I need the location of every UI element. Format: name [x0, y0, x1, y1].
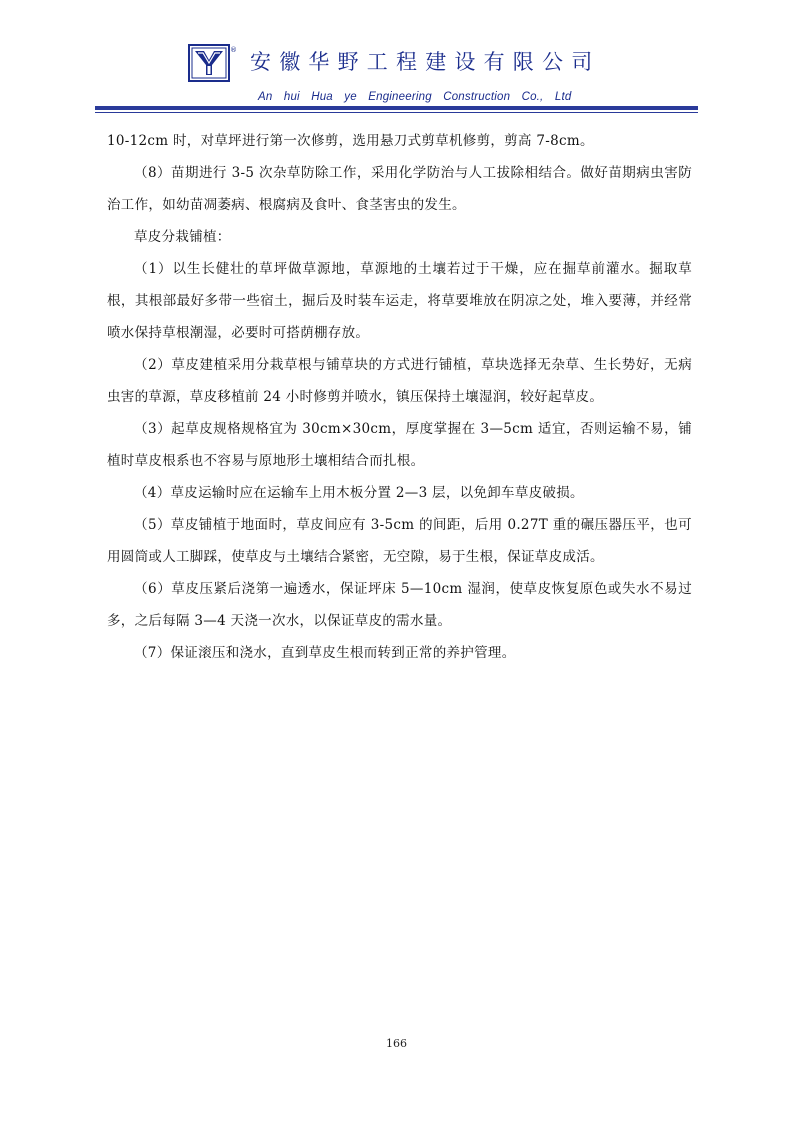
paragraph: （1）以生长健壮的草坪做草源地，草源地的土壤若过于干燥，应在掘草前灌水。掘取草根，其根部最好多带一些宿土，掘后及时装车运走，将草要堆放在阴凉之处，堆入要薄，并经常喷水保持草根潮湿，必要时可搭荫棚存放。	[107, 261, 692, 341]
paragraph: 10-12cm 时，对草坪进行第一次修剪，选用悬刀式剪草机修剪，剪高 7-8cm。	[107, 133, 594, 149]
paragraph: （8）苗期进行 3-5 次杂草防除工作，采用化学防治与人工拔除相结合。做好苗期病虫害防治工作，如幼苗凋萎病、根腐病及食叶、食茎害虫的发生。	[107, 165, 692, 213]
huaye-logo-icon	[188, 44, 236, 84]
company-name-en: An hui Hua ye Engineering Construction Co., Ltd	[258, 91, 572, 103]
header-rule-thin	[95, 112, 698, 113]
section-heading: 草皮分栽铺植：	[134, 229, 231, 245]
paragraph: （2）草皮建植采用分栽草根与铺草块的方式进行铺植，草块选择无杂草、生长势好，无病虫害的草源，草皮移植前 24 小时修剪并喷水，镇压保持土壤湿润，较好起草皮。	[107, 357, 692, 405]
document-body	[107, 125, 692, 669]
header-rule-thick	[95, 106, 698, 110]
page-number: 166	[386, 1037, 407, 1050]
paragraph: （7）保证滚压和浇水，直到草皮生根而转到正常的养护管理。	[134, 645, 516, 661]
paragraph: （6）草皮压紧后浇第一遍透水，保证坪床 5—10cm 湿润，使草皮恢复原色或失水不易过多，之后每隔 3—4 天浇一次水，以保证草皮的需水量。	[107, 581, 692, 629]
svg-text:®: ®	[230, 46, 237, 54]
paragraph: （4）草皮运输时应在运输车上用木板分置 2—3 层，以免卸车草皮破损。	[134, 485, 584, 501]
page-header	[0, 0, 793, 120]
paragraph: （5）草皮铺植于地面时，草皮间应有 3-5cm 的间距，后用 0.27T 重的碾压器压平，也可用圆筒或人工脚踩，使草皮与土壤结合紧密，无空隙，易于生根，保证草皮成活。	[107, 517, 692, 565]
paragraph: （3）起草皮规格规格宜为 30cm×30cm，厚度掌握在 3—5cm 适宜，否则运输不易，铺植时草皮根系也不容易与原地形土壤相结合而扎根。	[107, 421, 692, 469]
company-name-cn: 安徽华野工程建设有限公司	[250, 50, 601, 74]
